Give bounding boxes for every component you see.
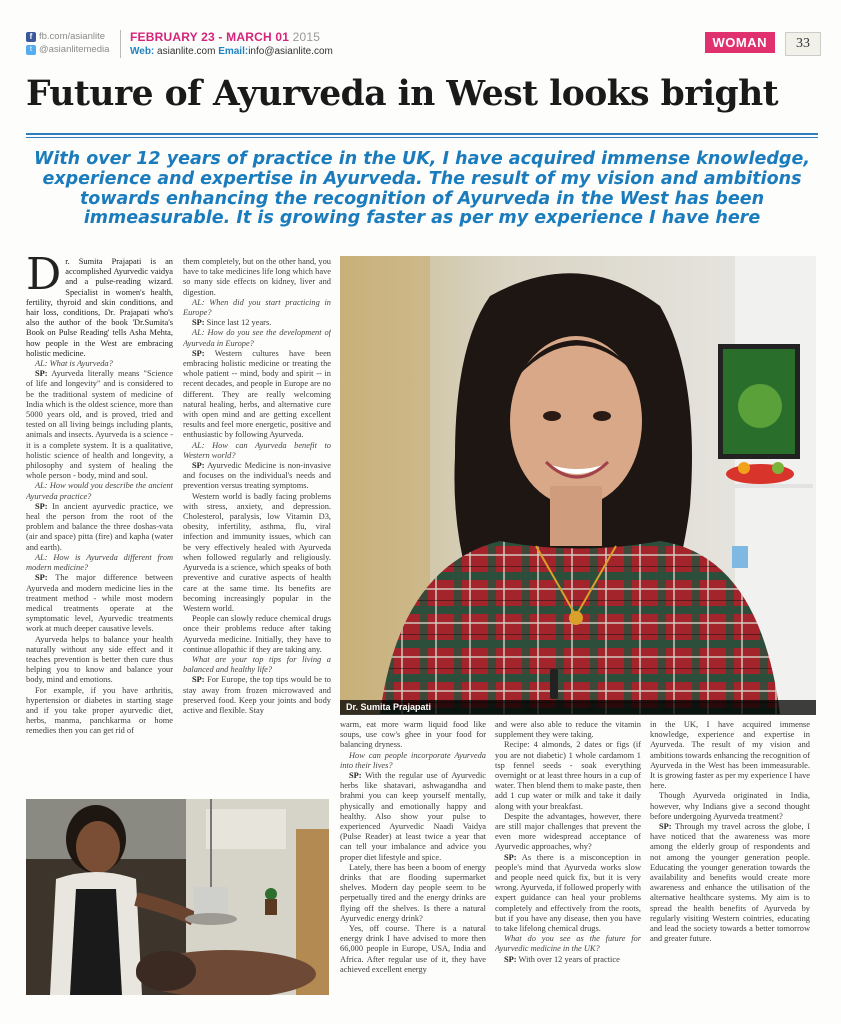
question: AL: How would you describe the ancient Ayurveda practice? [26, 481, 173, 501]
date-range: FEBRUARY 23 - MARCH 01 [130, 30, 290, 44]
question: AL: How do you see the development of Ayurveda in Europe? [183, 328, 331, 348]
column-4 [495, 720, 641, 1002]
twitter-icon: t [26, 45, 36, 55]
treatment-illustration [26, 799, 329, 995]
portrait-illustration [340, 256, 816, 714]
paragraph: Despite the advantages, however, there are still major challenges that prevent the even more widespread acceptance of Ayurvedic approaches, why? [495, 811, 641, 852]
question: AL: What is Ayurveda? [35, 359, 113, 369]
portrait-photo [340, 256, 816, 714]
paragraph: For example, if you have arthritis, hypertension or diabetes in starting stage and if you take proper ayurvedic diet, herbs, manma, panchkarma or home remedies then you can get rid of [26, 685, 173, 736]
paragraph: Western world is badly facing problems with stress, anxiety, and depression. Cholesterol, paralysis, low Vitamin D3, obesity, infertility, asthma, flu, viral infection and immunity issues, which can be very effectively healed with Ayurveda when followed regularly and religiously. Ayurveda is a science, which speaks of both preventive and curative aspects of health care at the same time. Its benefits are becoming increasingly popular in the Western world. [183, 491, 331, 613]
paragraph: and were also able to reduce the vitamin supplement they were taking. [495, 720, 641, 740]
facebook-icon: f [26, 32, 36, 42]
question: AL: When did you start practicing in Europe? [183, 297, 331, 318]
paragraph: warm, eat more warm liquid food like soups, use cow's ghee in your food for balancing dryness. [340, 720, 486, 750]
social-links [26, 30, 109, 56]
paragraph: in the UK, I have acquired immense knowledge, experience and expertise in Ayurveda. The result of my vision and ambitions towards enhancing the recognition of Ayurveda in the West has been immeasurable. It is growing faster as per my experience I have here. [650, 720, 810, 791]
question: AL: How is Ayurveda different from modern medicine? [26, 552, 173, 573]
answer: SP: Ayurvedic Medicine is non-invasive and focuses on the individual's needs and prevention versus treating symptoms. [183, 461, 331, 491]
answer: SP: Western cultures have been embracing holistic medicine or treating the whole patient -- mind, body and spirit -- in recent decades, and people in Europe are no different. They are really welcoming natural healing, herbs, and alternative cure with open mind and are getting excellent results and feel more energetic, positive and enthusiastic by following Ayurveda. [183, 348, 331, 440]
answer: SP: In ancient ayurvedic practice, we heal the person from the root of the problem and balance the three doshas-vata (air and space) pitta (fire) and kapha (water and earth). [26, 501, 173, 552]
issue-dates [130, 30, 320, 44]
web-link[interactable]: asianlite.com [157, 46, 216, 57]
answer: SP: For Europe, the top tips would be to stay away from frozen microwaved and preserved food. Keep your joints and body active and flexible. Stay [183, 675, 331, 715]
email-label: Email: [218, 46, 249, 57]
answer: SP: Ayurveda literally means "Science of life and longevity" and is considered to be the traditional system of medicine of India which is the oldest science, more than 5000 years old, and is proved, tried and tested on all living beings including plants, animals and insects. Ayurveda is a science - it is a complete system. It is a qualitative, holistic science of health and longevity, a philosophy and system of healing the whole person - body, mind and soul. [26, 369, 173, 481]
issue-year: 2015 [292, 30, 321, 44]
treatment-photo [26, 799, 329, 995]
standfirst: With over 12 years of practice in the UK, I have acquired immense knowledge, experience and expertise in Ayurveda. The result of my vision and ambitions towards enhancing the recognition of Ayurveda in the West has been immeasurable. It is growing faster as per my experience I have here [34, 149, 810, 229]
column-5 [650, 720, 810, 1002]
web-label: Web: [130, 46, 155, 57]
question: How can people incorporate Ayurveda into their lives? [340, 750, 486, 770]
dropcap: D [26, 257, 62, 300]
answer: SP: With the regular use of Ayurvedic herbs like shatavari, ashwagandha and brahmi you can keep yourself mentally, physically and emotionally happy and healthy. Also show your pulse to experienced Ayurvedic Naadi Vaidya (Pulse Reader) at least twice a year that can tell your imbalance and advice you proper diet lifestyle and spice. [340, 771, 486, 862]
question: What are your top tips for living a balanced and healthy life? [183, 654, 331, 675]
facebook-handle[interactable]: fb.com/asianlite [39, 31, 106, 42]
masthead [26, 30, 821, 60]
column-1 [26, 257, 173, 791]
photo-caption: Dr. Sumita Prajapati [340, 700, 816, 715]
page-number: 33 [785, 32, 821, 56]
contact-line [130, 46, 333, 57]
headline-rule-thin [26, 137, 818, 138]
headline: Future of Ayurveda in West looks bright [26, 74, 779, 114]
paragraph: Though Ayurveda originated in India, however, why Indians give a second thought before undergoing Ayurveda treatment? [650, 791, 810, 821]
answer: SP: As there is a misconception in people's mind that Ayurveda works slow and people need quick fix, but it is very wrong. Ayurveda, if followed properly with expert guidance can heal your problems completely and effectively from the roots, but if you have any disease, then you have to take lifelong chemical drugs. [495, 852, 641, 934]
paragraph: Lately, there has been a boom of energy drinks that are flooding supermarket shelves. Modern day people seem to be perpetually tired and the energy drinks are flying off the shelves. Is there a natural Ayurvedic energy drink? [340, 862, 486, 923]
section-tag: WOMAN [705, 32, 776, 53]
answer: SP: Through my travel across the globe, I have noticed that the awareness was more among the elderly group of respondents and not among the younger generation people. Educating the younger generation towards the availability and benefits would create more awareness and enhance the utilisation of the alternative healthcare systems. My aim is to spread the health benefits of Ayurveda by regularly visiting Western cointries, educating and lead the society towards a better tomorrow and greater future. [650, 822, 810, 944]
intro-paragraph: Dr. Sumita Prajapati is an accomplished Ayurvedic vaidya and a pulse-reading wizard. Specialist in women's health, fertility, thyroid and skin conditions, and hair loss, conditions, Dr. Prajapati who's also the author of the book 'Dr.Sumita's Book on Pulse Reading' tells Asha Mehta, how people in the West are embracing holistic medicine. [26, 257, 173, 358]
paragraph: Yes, off course. There is a natural energy drink I have advised to more then 66,000 people in Europe, USA, India and Africa. After regular use of it, they have achieved excellent energy [340, 924, 486, 974]
twitter-handle[interactable]: @asianlitemedia [39, 44, 110, 55]
question: AL: How can Ayurveda benefit to Western world? [183, 440, 331, 460]
paragraph: Recipe: 4 almonds, 2 dates or figs (if you are not diabetic) 1 whole cardamom 1 tsp fennel seeds - soak everything overnight or at least three hours in a cup of water. Then blend them to make paste, then add 1 cup water or milk and take it daily along with your breakfast. [495, 740, 641, 811]
email-link[interactable]: info@asianlite.com [248, 46, 333, 57]
question: What do you see as the future for Ayurvedic medicine in the UK? [495, 934, 641, 954]
headline-rule [26, 133, 818, 135]
answer: SP: With over 12 years of practice [504, 954, 620, 964]
paragraph: People can slowly reduce chemical drugs once their problems reduce after taking Ayurveda medicine. Initially, they have to continue allopathic if they are taking any. [183, 614, 331, 654]
paragraph: Ayurveda helps to balance your health naturally without any side effect and it teaches prevention is better then cure thus helping you to know and balance your body, mind and emotions. [26, 634, 173, 685]
column-2 [183, 257, 331, 791]
column-3 [340, 720, 486, 1002]
paragraph: them completely, but on the other hand, you have to take medicines life long which have so many side effects on kidney, liver and digestion. [183, 257, 331, 297]
masthead-divider [120, 30, 121, 58]
answer: SP: The major difference between Ayurveda and modern medicine lies in the treatment method - while most modern medical treatments operate at the symptomatic level, Ayurvedic treatments work at much deeper causative levels. [26, 573, 173, 634]
answer: SP: Since last 12 years. [192, 318, 272, 328]
